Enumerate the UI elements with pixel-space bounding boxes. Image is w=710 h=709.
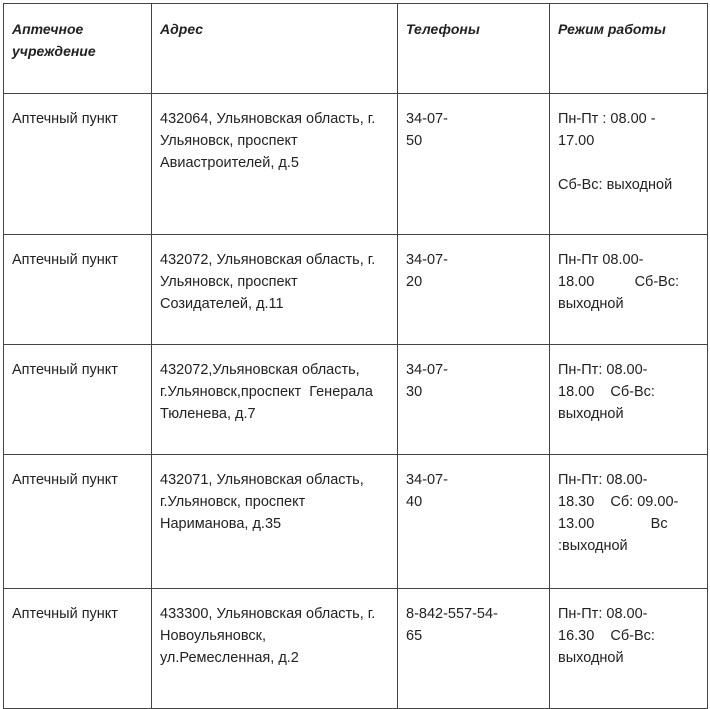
phone-line: 8-842-557-54- (406, 606, 498, 622)
table-row (4, 94, 708, 235)
address-line: 432071, Ульяновская область, (160, 472, 364, 488)
hours-line: выходной (558, 650, 624, 666)
cell-hours (550, 455, 708, 589)
hours-line: Пн-Пт: 08.00- (558, 362, 648, 378)
address-line: Ульяновск, проспект (160, 274, 298, 290)
address-line: 432072,Ульяновская область, (160, 362, 360, 378)
header-institution (4, 4, 152, 94)
address-line: 432072, Ульяновская область, г. (160, 252, 376, 268)
hours-line: 18.00 Сб-Вс: (558, 274, 680, 290)
phone-line: 65 (406, 628, 423, 644)
hours-line: 16.30 Сб-Вс: (558, 628, 655, 644)
cell-phone (398, 94, 550, 235)
cell-hours (550, 235, 708, 345)
cell-address (152, 94, 398, 235)
address-line: 432064, Ульяновская область, г. (160, 111, 376, 127)
phone-line: 34-07- (406, 111, 448, 127)
cell-institution: Аптечный пункт (4, 94, 152, 235)
hours-line: 18.00 Сб-Вс: (558, 384, 655, 400)
header-institution-line: Аптечное (12, 21, 84, 37)
cell-address (152, 589, 398, 709)
cell-institution: Аптечный пункт (4, 589, 152, 709)
address-line: ул.Ремесленная, д.2 (160, 650, 299, 666)
header-address: Адрес (152, 4, 398, 94)
hours-line: Пн-Пт : 08.00 - (558, 111, 656, 127)
address-line: Авиастроителей, д.5 (160, 155, 299, 171)
cell-hours (550, 94, 708, 235)
phone-line: 40 (406, 494, 423, 510)
phone-line: 20 (406, 274, 423, 290)
hours-line: Пн-Пт: 08.00- (558, 472, 648, 488)
table-row (4, 455, 708, 589)
address-line: Новоульяновск, (160, 628, 267, 644)
cell-institution: Аптечный пункт (4, 235, 152, 345)
table-row (4, 589, 708, 709)
address-line: г.Ульяновск, проспект (160, 494, 306, 510)
hours-line: выходной (558, 406, 624, 422)
header-phones: Телефоны (398, 4, 550, 94)
cell-phone (398, 455, 550, 589)
cell-institution: Аптечный пункт (4, 345, 152, 455)
hours-gap (558, 152, 699, 174)
address-line: Ульяновск, проспект (160, 133, 298, 149)
address-line: Нариманова, д.35 (160, 516, 282, 532)
hours-line: Пн-Пт: 08.00- (558, 606, 648, 622)
cell-hours (550, 345, 708, 455)
table-header-row (4, 4, 708, 94)
phone-line: 50 (406, 133, 423, 149)
phone-line: 34-07- (406, 472, 448, 488)
address-line: Созидателей, д.11 (160, 296, 284, 312)
header-hours: Режим работы (550, 4, 708, 94)
table-row (4, 345, 708, 455)
hours-line: 13.00 Вс (558, 516, 668, 532)
header-institution-line: учреждение (12, 43, 96, 59)
table-row (4, 235, 708, 345)
cell-institution: Аптечный пункт (4, 455, 152, 589)
cell-phone (398, 589, 550, 709)
cell-address (152, 345, 398, 455)
cell-address (152, 455, 398, 589)
cell-phone (398, 235, 550, 345)
pharmacy-table (3, 3, 708, 709)
hours-line: выходной (558, 296, 624, 312)
cell-phone (398, 345, 550, 455)
cell-address (152, 235, 398, 345)
hours-line: Пн-Пт 08.00- (558, 252, 644, 268)
hours-line: :выходной (558, 538, 628, 554)
address-line: Тюленева, д.7 (160, 406, 256, 422)
phone-line: 34-07- (406, 362, 448, 378)
phone-line: 30 (406, 384, 423, 400)
hours-line: Сб-Вс: выходной (558, 177, 673, 193)
phone-line: 34-07- (406, 252, 448, 268)
address-line: 433300, Ульяновская область, г. (160, 606, 376, 622)
address-line: г.Ульяновск,проспект Генерала (160, 384, 373, 400)
hours-line: 17.00 (558, 133, 595, 149)
cell-hours (550, 589, 708, 709)
hours-line: 18.30 Сб: 09.00- (558, 494, 679, 510)
